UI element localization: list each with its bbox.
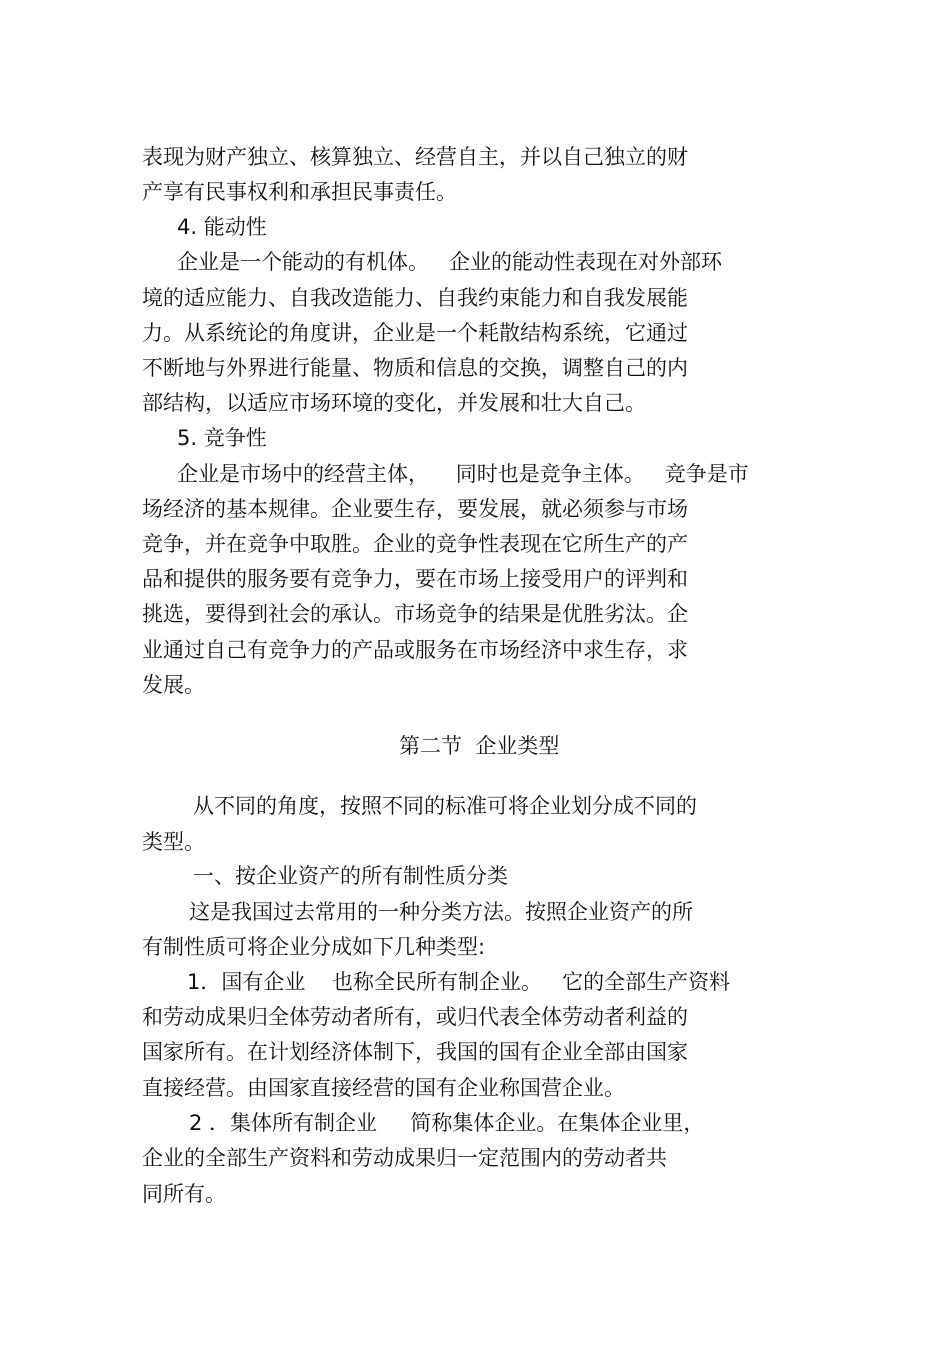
text-line: 企业是一个能动的有机体。 企业的能动性表现在对外部环 [177,250,723,274]
text-line: 有制性质可将企业分成如下几种类型: [142,935,486,959]
text-line: 竞争，并在竞争中取胜。企业的竞争性表现在它所生产的产 [142,532,688,556]
text-line: 从不同的角度，按照不同的标准可将企业划分成不同的 [193,794,697,818]
text-line: 企业的全部生产资料和劳动成果归一定范围内的劳动者共 [142,1146,667,1170]
subheading-competitive: 5. 竞争性 [177,426,267,450]
text-line: 同所有。 [142,1182,226,1206]
text-line: 业通过自己有竞争力的产品或服务在市场经济中求生存，求 [142,638,688,662]
text-line: 场经济的基本规律。企业要生存，要发展，就必须参与市场 [142,497,688,521]
text-line: 2 ．集体所有制企业 简称集体企业。在集体企业里， [189,1111,705,1135]
text-line: 发展。 [142,673,205,697]
text-line: 国家所有。在计划经济体制下，我国的国有企业全部由国家 [142,1040,688,1064]
text-line: 境的适应能力、自我改造能力、自我约束能力和自我发展能 [142,286,688,310]
text-line: 不断地与外界进行能量、物质和信息的交换，调整自己的内 [142,356,688,380]
text-line: 这是我国过去常用的一种分类方法。按照企业资产的所 [189,900,693,924]
text-line: 类型。 [142,830,205,854]
text-line: 1．国有企业 也称全民所有制企业。 它的全部生产资料 [187,970,731,994]
section-title: 第二节 企业类型 [399,734,560,758]
text-line: 直接经营。由国家直接经营的国有企业称国营企业。 [142,1076,625,1100]
text-line: 挑选，要得到社会的承认。市场竞争的结果是优胜劣汰。企 [142,602,688,626]
text-line: 力。从系统论的角度讲，企业是一个耗散结构系统，它通过 [142,321,688,345]
text-line: 和劳动成果归全体劳动者所有，或归代表全体劳动者利益的 [142,1005,688,1029]
text-line: 产享有民事权利和承担民事责任。 [142,180,457,204]
subheading-energetic: 4. 能动性 [177,215,267,239]
text-line: 企业是市场中的经营主体， 同时也是竞争主体。 竞争是市 [177,462,749,486]
text-line: 表现为财产独立、核算独立、经营自主，并以自己独立的财 [142,145,688,169]
text-line: 部结构，以适应市场环境的变化，并发展和壮大自己。 [142,391,646,415]
text-line: 品和提供的服务要有竞争力，要在市场上接受用户的评判和 [142,567,688,591]
subsection-heading: 一、按企业资产的所有制性质分类 [193,864,508,888]
